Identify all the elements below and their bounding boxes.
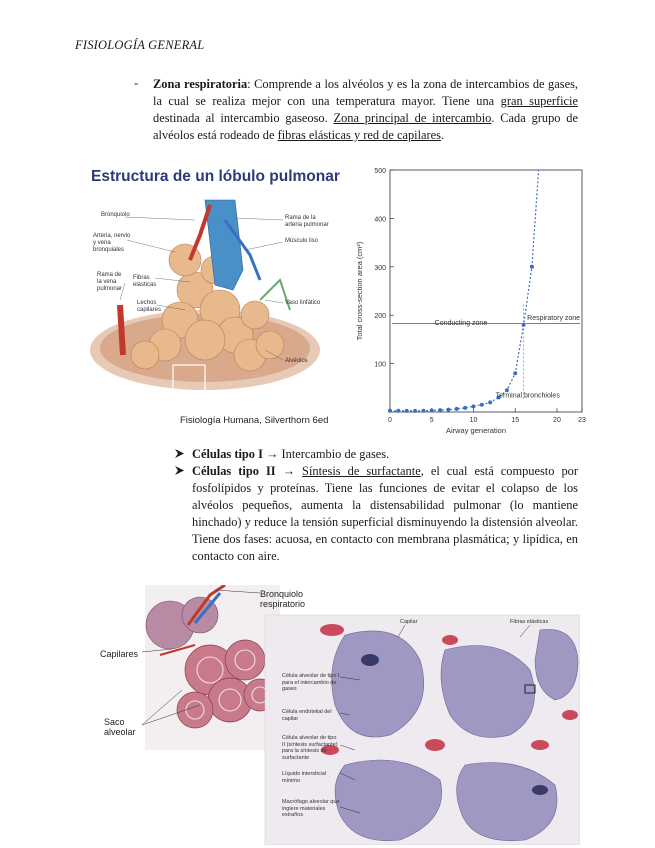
cell-types-list (174, 446, 578, 565)
list-item (174, 446, 578, 463)
data-point (388, 409, 392, 413)
label-celula-endotelial: Célula endotelial del capilar (282, 709, 332, 722)
figure-caption: Fisiología Humana, Silverthorn 6ed (180, 415, 329, 426)
underlined-term: Síntesis de surfactante (302, 464, 421, 478)
underlined-term: Zona principal de intercambio (333, 111, 492, 125)
label-musculo: Músculo liso (285, 238, 319, 244)
x-tick-label: 15 (511, 417, 520, 424)
intro-paragraph (153, 76, 578, 144)
label-rama-arteria: Rama de la arteria pulmonar (285, 215, 329, 228)
data-point (421, 409, 425, 413)
y-tick-label: 400 (374, 216, 386, 224)
data-point (513, 371, 517, 375)
alveoli-figure (100, 585, 580, 845)
arrowhead-bullet-icon (174, 463, 186, 477)
y-tick-label: 500 (374, 168, 386, 175)
page-header: FISIOLOGÍA GENERAL (75, 38, 205, 52)
bullet-text: Intercambio de gases. (278, 447, 390, 461)
y-tick-label: 300 (374, 264, 386, 272)
arrow-glyph: → (282, 464, 296, 478)
label-fibras-elasticas: Fibras elásticas (510, 619, 549, 625)
label-saco-alveolar: Saco alveolar (104, 717, 136, 737)
text-segment: destinada al intercambio gaseoso. (153, 111, 334, 125)
data-point (480, 403, 484, 407)
annotation-respiratory: Respiratory zone (527, 315, 581, 323)
label-celula-tipo-2: Célula alveolar de tipo II (síntesis surfactante) para la síntesis de surfactante (282, 735, 338, 761)
chart-svg (352, 160, 592, 440)
data-point (430, 408, 434, 412)
data-point (530, 265, 534, 269)
label-alveolos: Alvéolos (285, 358, 308, 364)
label-vaso: Vaso linfático (285, 300, 321, 306)
underlined-term: gran superficie (500, 94, 578, 108)
data-point (396, 409, 400, 413)
underlined-term: fibras elásticas y red de capilares (277, 128, 441, 142)
data-point (488, 400, 492, 404)
airway-area-chart (352, 160, 592, 440)
x-tick-label: 10 (469, 417, 478, 424)
bullet-text: , el cual está compuesto por fosfolípidos y proteínas. Tiene las funciones de evitar el colapso de los alvéolos pequeños, aumenta la distensabilidad pulmonar (lo mantiene hinchado) y reduce la tensión superficial disminuyendo la distensión alveolar. Tiene dos fases: acuosa, en contacto con membrana plasmática; y lipídica, en contacto con aire. (192, 464, 578, 563)
data-point (463, 406, 467, 410)
plot-frame (390, 170, 582, 412)
label-capilar: Capilar (400, 619, 418, 625)
label-liquido-intersticial: Líquido intersticial mínimo (282, 771, 327, 784)
term-zona-respiratoria: Zona respiratoria (153, 77, 248, 91)
lung-lobule-figure (85, 160, 340, 435)
label-capilares: Capilares (100, 649, 139, 659)
annotation-terminal: Terminal bronchioles (495, 392, 560, 400)
x-tick-label: 0 (388, 417, 392, 424)
label-fibras: Fibras elásticas (133, 275, 157, 288)
arrow-glyph: → (266, 447, 279, 461)
list-bullet: - (134, 76, 139, 90)
data-point (413, 409, 417, 413)
label-macrofago: Macrófago alveolar que ingiere materiales extraños (282, 799, 340, 818)
text-segment: : Comprende a los alvéolos y es la zona de intercambios de gases, la cual se realiza mejor con una temperatura mayor. Tiene una (153, 77, 578, 108)
annotation-conducting: Conducting zone (434, 319, 488, 327)
data-point (446, 408, 450, 412)
term-celulas-tipo-2: Células tipo II (192, 464, 276, 478)
list-item (174, 463, 578, 565)
y-tick-label: 100 (374, 361, 386, 369)
y-tick-label: 200 (374, 313, 386, 321)
text-segment: . Cada grupo de alvéolos está rodeado de (153, 111, 578, 142)
text-segment: . (440, 128, 445, 142)
term-celulas-tipo-1: Células tipo I (192, 447, 263, 461)
label-celula-tipo-1: Célula alveolar de tipo I para el intercambio de gases (282, 673, 340, 692)
x-tick-label: 20 (553, 417, 561, 424)
figure-title: Estructura de un lóbulo pulmonar (91, 168, 340, 185)
x-tick-label: 23 (578, 417, 586, 424)
y-axis-label: Total cross-section area (cm²) (355, 241, 364, 341)
alveoli-illustration (100, 585, 580, 845)
data-point (471, 404, 475, 408)
data-point (438, 408, 442, 412)
label-bronquiolo: Bronquiolo (101, 212, 130, 218)
x-tick-label: 5 (429, 417, 434, 424)
label-rama-vena: Rama de la vena pulmonar (97, 272, 123, 292)
label-lechos: Lechos capilares (137, 300, 162, 313)
arrowhead-bullet-icon (174, 446, 186, 460)
data-point (455, 407, 459, 411)
data-point (405, 409, 409, 413)
label-bronquiolo-respiratorio: Bronquiolo respiratorio (260, 589, 306, 609)
label-arteria: Arteria, nervio y vena bronquiales (93, 233, 131, 253)
x-axis-label: Airway generation (445, 426, 507, 435)
